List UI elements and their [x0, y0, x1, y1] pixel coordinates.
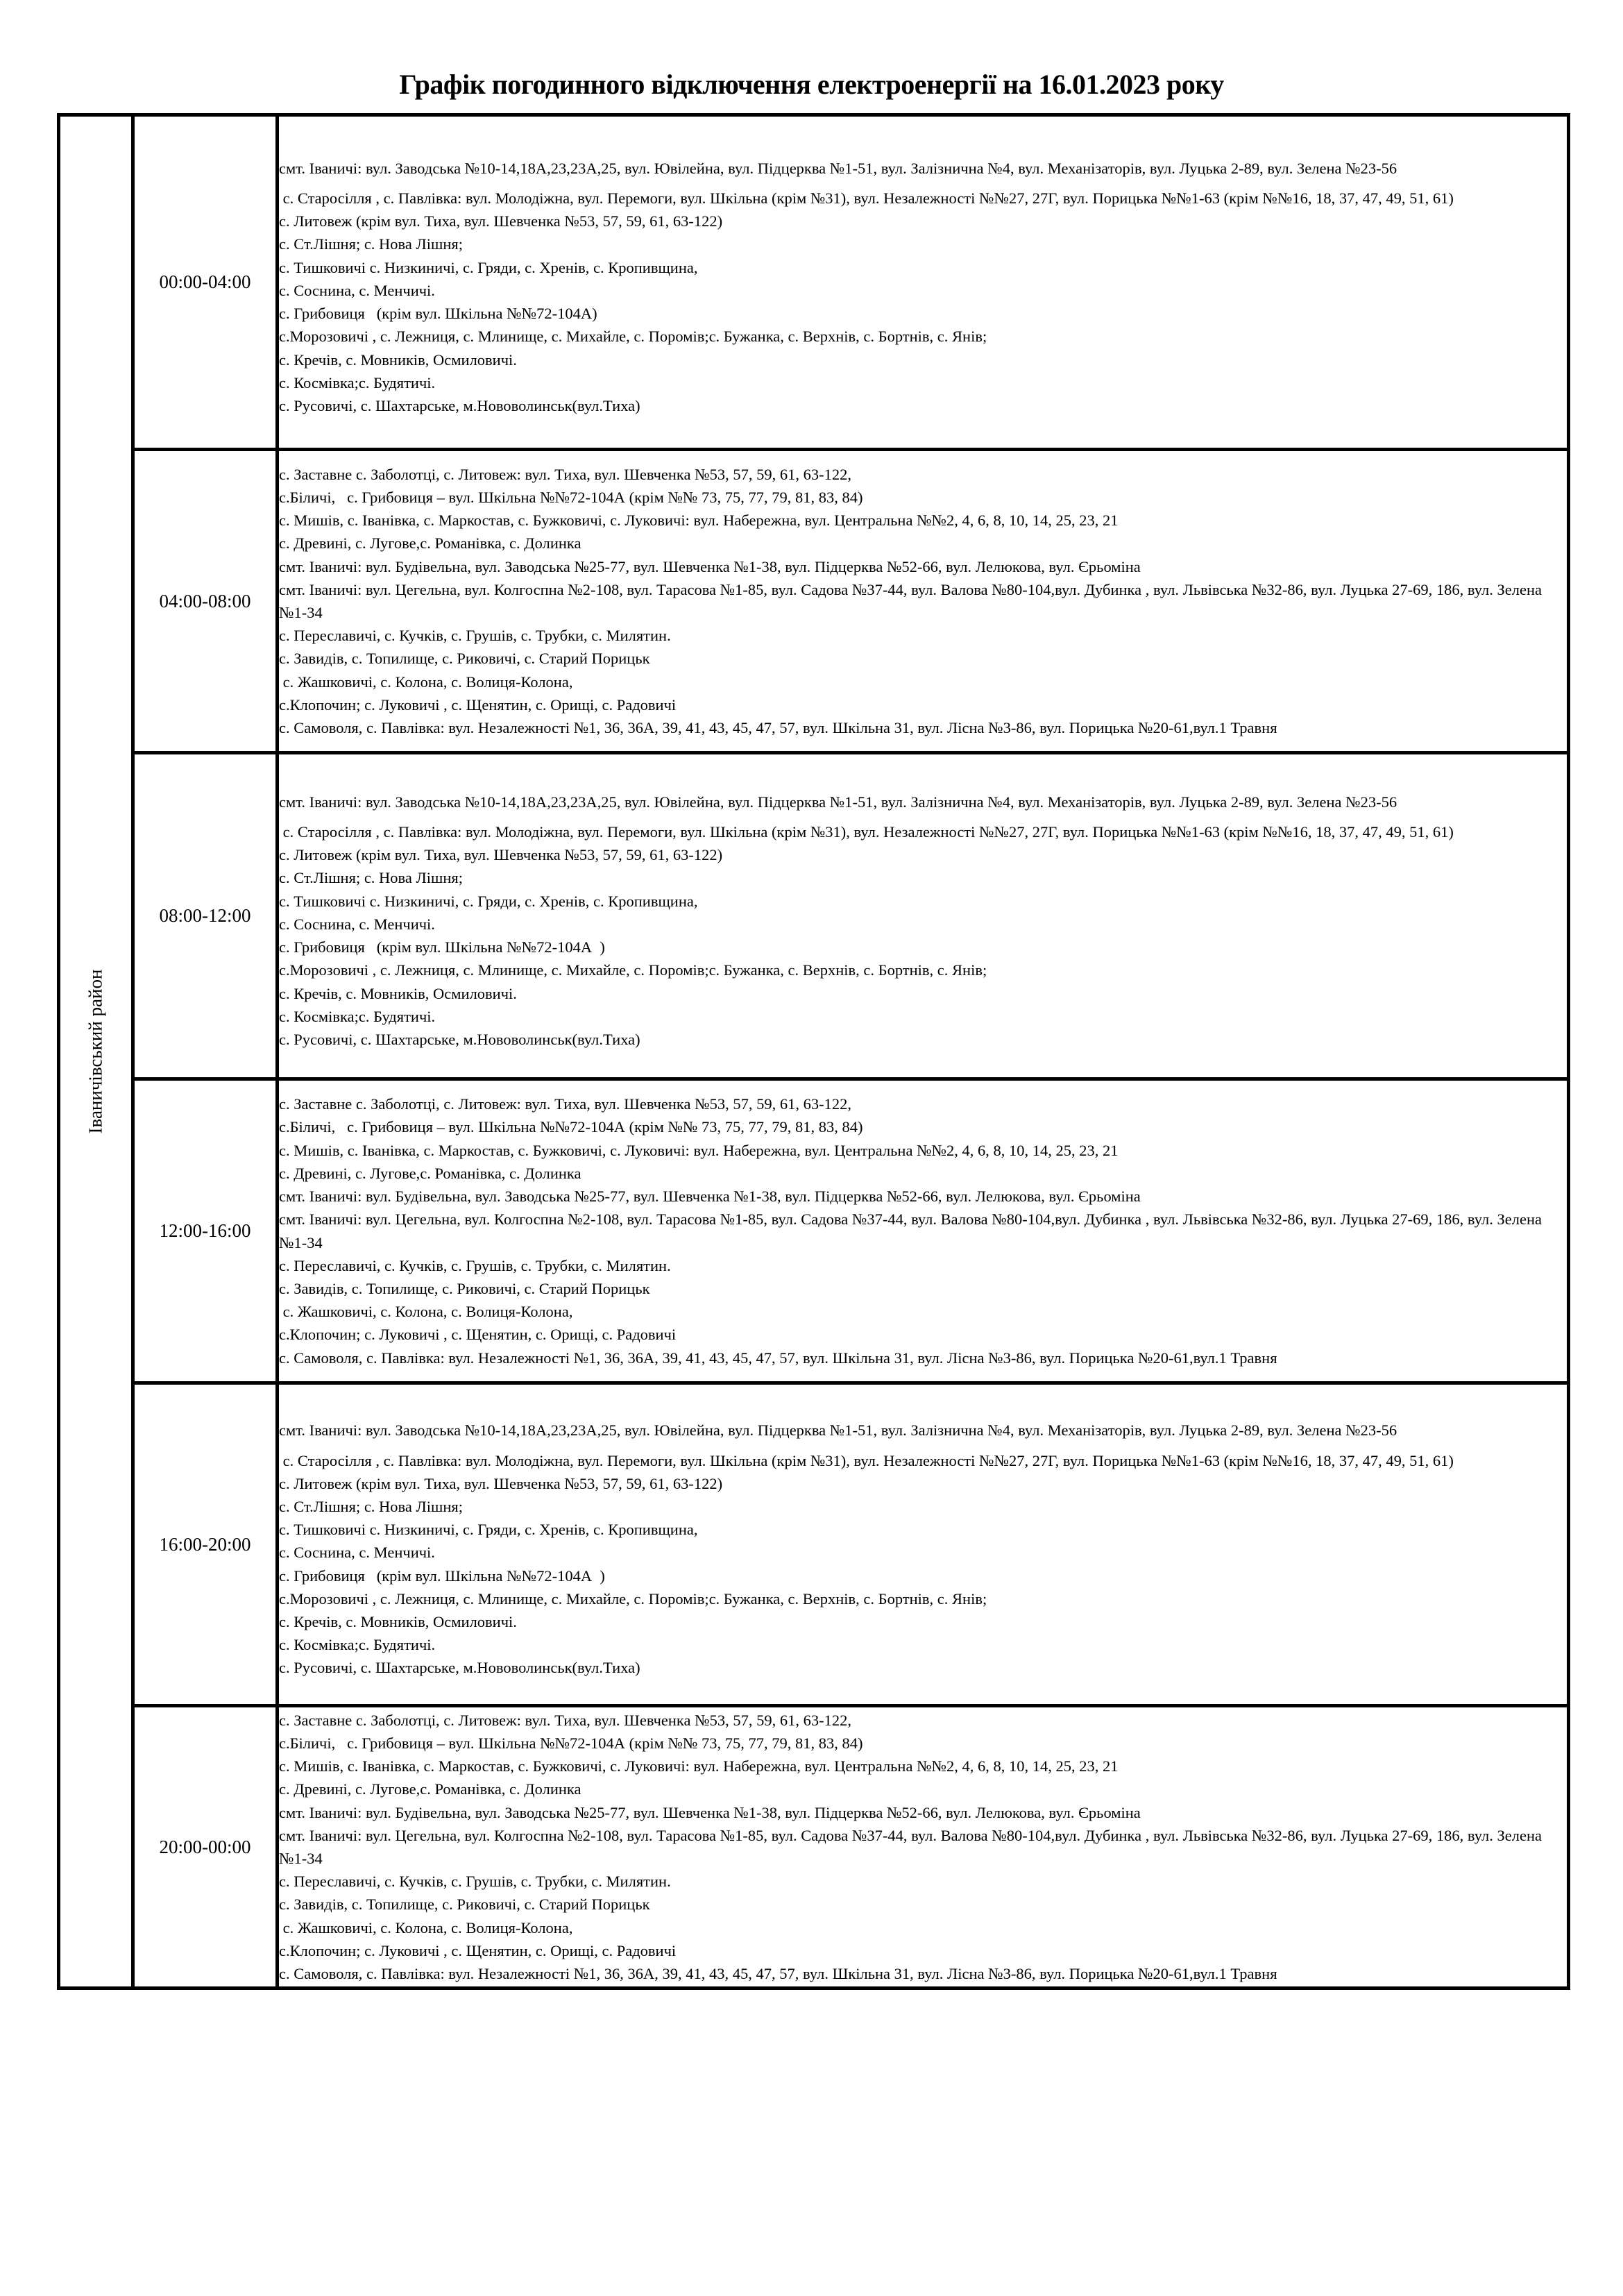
area-line: смт. Іваничі: вул. Заводська №10-14,18А,23,23А,25, вул. Ювілейна, вул. Підцерква №1-51, вул. Залізнична №4, вул. Механізаторів, вул. Луцька 2-89, вул. Зелена №23-56 [279, 793, 1397, 811]
area-line: с.Морозовичі , с. Лежниця, с. Млинище, с. Михайле, с. Поромів;с. Бужанка, с. Верхнів, с. Бортнів, с. Янів; [279, 328, 987, 346]
area-line: с. Тишковичі с. Низкиничі, с. Гряди, с. Хренів, с. Кропивщина, [279, 258, 698, 276]
area-line: с. Ст.Лішня; с. Нова Лішня; [279, 869, 463, 887]
affected-areas [278, 450, 1569, 753]
area-line: с. Жашковичі, с. Колона, с. Волиця-Колона, [279, 1303, 573, 1321]
area-line: смт. Іваничі: вул. Цегельна, вул. Колгоспна №2-108, вул. Тарасова №1-85, вул. Садова №37-44, вул. Валова №80-104,вул. Дубинка , вул. Львівська №32-86, вул. Луцька 27-69, 186, вул. Зелена №1-34 [279, 1826, 1546, 1867]
area-line: смт. Іваничі: вул. Заводська №10-14,18А,23,23А,25, вул. Ювілейна, вул. Підцерква №1-51, вул. Залізнична №4, вул. Механізаторів, вул. Луцька 2-89, вул. Зелена №23-56 [279, 1421, 1397, 1440]
area-line: с. Русовичі, с. Шахтарське, м.Нововолинськ(вул.Тиха) [279, 396, 640, 414]
time-slot: 00:00-04:00 [133, 115, 278, 450]
area-line: с. Ст.Лішня; с. Нова Лішня; [279, 1497, 463, 1515]
area-line: с. Заставне с. Заболотці, с. Литовеж: вул. Тиха, вул. Шевченка №53, 57, 59, 61, 63-122, [279, 1095, 851, 1113]
area-line: с. Старосілля , с. Павлівка: вул. Молодіжна, вул. Перемоги, вул. Шкільна (крім №31), вул. Незалежності №№27, 27Г, вул. Порицька №№1-63 (крім №№16, 18, 37, 47, 49, 51, 61) [279, 189, 1454, 208]
area-line: с. Соснина, с. Менчичі. [279, 281, 435, 299]
area-line: с. Заставне с. Заболотці, с. Литовеж: вул. Тиха, вул. Шевченка №53, 57, 59, 61, 63-122, [279, 1711, 851, 1729]
area-line: с. Завидів, с. Топилище, с. Риковичі, с. Старий Порицьк [279, 1896, 650, 1914]
area-line: с. Литовеж (крім вул. Тиха, вул. Шевченка №53, 57, 59, 61, 63-122) [279, 212, 723, 230]
area-line: с. Литовеж (крім вул. Тиха, вул. Шевченка №53, 57, 59, 61, 63-122) [279, 1474, 723, 1492]
schedule-row [59, 1079, 1569, 1383]
schedule-row [59, 753, 1569, 1079]
area-line: с. Кречів, с. Мовників, Осмиловичі. [279, 351, 517, 369]
outage-schedule-table [57, 113, 1570, 1990]
area-line: с. Жашковичі, с. Колона, с. Волиця-Колона, [279, 1918, 573, 1936]
area-line: смт. Іваничі: вул. Будівельна, вул. Заводська №25-77, вул. Шевченка №1-38, вул. Підцерква №52-66, вул. Лелюкова, вул. Єрьоміна [279, 1188, 1141, 1206]
area-line: с.Морозовичі , с. Лежниця, с. Млинище, с. Михайле, с. Поромів;с. Бужанка, с. Верхнів, с. Бортнів, с. Янів; [279, 1589, 987, 1607]
time-slot: 08:00-12:00 [133, 753, 278, 1079]
area-line: с. Соснина, с. Менчичі. [279, 1544, 435, 1562]
area-line: с. Заставне с. Заболотці, с. Литовеж: вул. Тиха, вул. Шевченка №53, 57, 59, 61, 63-122, [279, 465, 851, 483]
area-line: смт. Іваничі: вул. Будівельна, вул. Заводська №25-77, вул. Шевченка №1-38, вул. Підцерква №52-66, вул. Лелюкова, вул. Єрьоміна [279, 557, 1141, 575]
area-line: с.Клопочин; с. Луковичі , с. Щенятин, с. Орищі, с. Радовичі [279, 695, 677, 714]
area-line: с.Клопочин; с. Луковичі , с. Щенятин, с. Орищі, с. Радовичі [279, 1941, 677, 1959]
area-line: с. Ст.Лішня; с. Нова Лішня; [279, 235, 463, 253]
affected-areas [278, 1383, 1569, 1706]
affected-areas [278, 1706, 1569, 1989]
area-line: с. Космівка;с. Будятичі. [279, 1007, 436, 1025]
area-line: с. Переславичі, с. Кучків, с. Грушів, с. Трубки, с. Милятин. [279, 1873, 671, 1891]
area-line: с. Грибовиця (крім вул. Шкільна №№72-104А ) [279, 938, 605, 956]
area-line: с. Литовеж (крім вул. Тиха, вул. Шевченка №53, 57, 59, 61, 63-122) [279, 846, 723, 864]
area-line: с. Завидів, с. Топилище, с. Риковичі, с. Старий Порицьк [279, 1279, 650, 1297]
area-line: с. Древині, с. Лугове,с. Романівка, с. Долинка [279, 1780, 581, 1798]
area-line: с. Мишів, с. Іванівка, с. Маркостав, с. Бужковичі, с. Луковичі: вул. Набережна, вул. Центральна №№2, 4, 6, 8, 10, 14, 25, 23, 21 [279, 1141, 1119, 1159]
area-line: с. Тишковичі с. Низкиничі, с. Гряди, с. Хренів, с. Кропивщина, [279, 892, 698, 910]
area-line: с. Кречів, с. Мовників, Осмиловичі. [279, 984, 517, 1002]
area-line: с. Грибовиця (крім вул. Шкільна №№72-104А) [279, 305, 597, 323]
area-line: с. Тишковичі с. Низкиничі, с. Гряди, с. Хренів, с. Кропивщина, [279, 1521, 698, 1539]
affected-areas [278, 1079, 1569, 1383]
area-line: с. Древині, с. Лугове,с. Романівка, с. Долинка [279, 1164, 581, 1182]
area-line: с.Клопочин; с. Луковичі , с. Щенятин, с. Орищі, с. Радовичі [279, 1326, 677, 1344]
area-line: с. Грибовиця (крім вул. Шкільна №№72-104А ) [279, 1567, 605, 1585]
area-line: с. Мишів, с. Іванівка, с. Маркостав, с. Бужковичі, с. Луковичі: вул. Набережна, вул. Центральна №№2, 4, 6, 8, 10, 14, 25, 23, 21 [279, 1757, 1119, 1775]
area-line: с. Самоволя, с. Павлівка: вул. Незалежності №1, 36, 36А, 39, 41, 43, 45, 47, 57, вул. Шкільна 31, вул. Лісна №3-86, вул. Порицька №20-61,вул.1 Травня [279, 719, 1277, 737]
area-line: смт. Іваничі: вул. Будівельна, вул. Заводська №25-77, вул. Шевченка №1-38, вул. Підцерква №52-66, вул. Лелюкова, вул. Єрьоміна [279, 1803, 1141, 1821]
area-line: с. Русовичі, с. Шахтарське, м.Нововолинськ(вул.Тиха) [279, 1659, 640, 1677]
area-line: смт. Іваничі: вул. Заводська №10-14,18А,23,23А,25, вул. Ювілейна, вул. Підцерква №1-51, вул. Залізнична №4, вул. Механізаторів, вул. Луцька 2-89, вул. Зелена №23-56 [279, 159, 1397, 177]
affected-areas [278, 115, 1569, 450]
affected-areas [278, 753, 1569, 1079]
area-line: с. Завидів, с. Топилище, с. Риковичі, с. Старий Порицьк [279, 650, 650, 668]
time-slot: 20:00-00:00 [133, 1706, 278, 1989]
area-line: с. Самоволя, с. Павлівка: вул. Незалежності №1, 36, 36А, 39, 41, 43, 45, 47, 57, вул. Шкільна 31, вул. Лісна №3-86, вул. Порицька №20-61,вул.1 Травня [279, 1965, 1277, 1983]
area-line: смт. Іваничі: вул. Цегельна, вул. Колгоспна №2-108, вул. Тарасова №1-85, вул. Садова №37-44, вул. Валова №80-104,вул. Дубинка , вул. Львівська №32-86, вул. Луцька 27-69, 186, вул. Зелена №1-34 [279, 580, 1546, 621]
area-line: с. Космівка;с. Будятичі. [279, 373, 436, 391]
district-cell [59, 115, 133, 1989]
area-line: с.Біличі, с. Грибовиця – вул. Шкільна №№72-104А (крім №№ 73, 75, 77, 79, 81, 83, 84) [279, 1734, 863, 1752]
schedule-row [59, 115, 1569, 450]
area-line: с. Переславичі, с. Кучків, с. Грушів, с. Трубки, с. Милятин. [279, 1256, 671, 1274]
area-line: с.Біличі, с. Грибовиця – вул. Шкільна №№72-104А (крім №№ 73, 75, 77, 79, 81, 83, 84) [279, 1118, 863, 1136]
schedule-row [59, 450, 1569, 753]
area-line: с. Переславичі, с. Кучків, с. Грушів, с. Трубки, с. Милятин. [279, 627, 671, 645]
area-line: с. Русовичі, с. Шахтарське, м.Нововолинськ(вул.Тиха) [279, 1030, 640, 1048]
area-line: с.Біличі, с. Грибовиця – вул. Шкільна №№72-104А (крім №№ 73, 75, 77, 79, 81, 83, 84) [279, 488, 863, 506]
time-slot: 12:00-16:00 [133, 1079, 278, 1383]
district-label: Іваничівський район [85, 969, 106, 1134]
area-line: с. Старосілля , с. Павлівка: вул. Молодіжна, вул. Перемоги, вул. Шкільна (крім №31), вул. Незалежності №№27, 27Г, вул. Порицька №№1-63 (крім №№16, 18, 37, 47, 49, 51, 61) [279, 1451, 1454, 1469]
area-line: смт. Іваничі: вул. Цегельна, вул. Колгоспна №2-108, вул. Тарасова №1-85, вул. Садова №37-44, вул. Валова №80-104,вул. Дубинка , вул. Львівська №32-86, вул. Луцька 27-69, 186, вул. Зелена №1-34 [279, 1210, 1546, 1251]
schedule-row [59, 1706, 1569, 1989]
area-line: с. Старосілля , с. Павлівка: вул. Молодіжна, вул. Перемоги, вул. Шкільна (крім №31), вул. Незалежності №№27, 27Г, вул. Порицька №№1-63 (крім №№16, 18, 37, 47, 49, 51, 61) [279, 823, 1454, 841]
area-line: с. Самоволя, с. Павлівка: вул. Незалежності №1, 36, 36А, 39, 41, 43, 45, 47, 57, вул. Шкільна 31, вул. Лісна №3-86, вул. Порицька №20-61,вул.1 Травня [279, 1349, 1277, 1367]
time-slot: 16:00-20:00 [133, 1383, 278, 1706]
time-slot: 04:00-08:00 [133, 450, 278, 753]
area-line: с. Космівка;с. Будятичі. [279, 1636, 436, 1654]
area-line: с. Древині, с. Лугове,с. Романівка, с. Долинка [279, 534, 581, 552]
area-line: с. Кречів, с. Мовників, Осмиловичі. [279, 1613, 517, 1630]
area-line: с. Жашковичі, с. Колона, с. Волиця-Колона, [279, 673, 573, 691]
area-line: с. Соснина, с. Менчичі. [279, 915, 435, 933]
area-line: с. Мишів, с. Іванівка, с. Маркостав, с. Бужковичі, с. Луковичі: вул. Набережна, вул. Центральна №№2, 4, 6, 8, 10, 14, 25, 23, 21 [279, 512, 1119, 530]
area-line: с.Морозовичі , с. Лежниця, с. Млинище, с. Михайле, с. Поромів;с. Бужанка, с. Верхнів, с. Бортнів, с. Янів; [279, 961, 987, 979]
document-title: Графік погодинного відключення електроенергії на 16.01.2023 року [399, 69, 1224, 100]
schedule-row [59, 1383, 1569, 1706]
